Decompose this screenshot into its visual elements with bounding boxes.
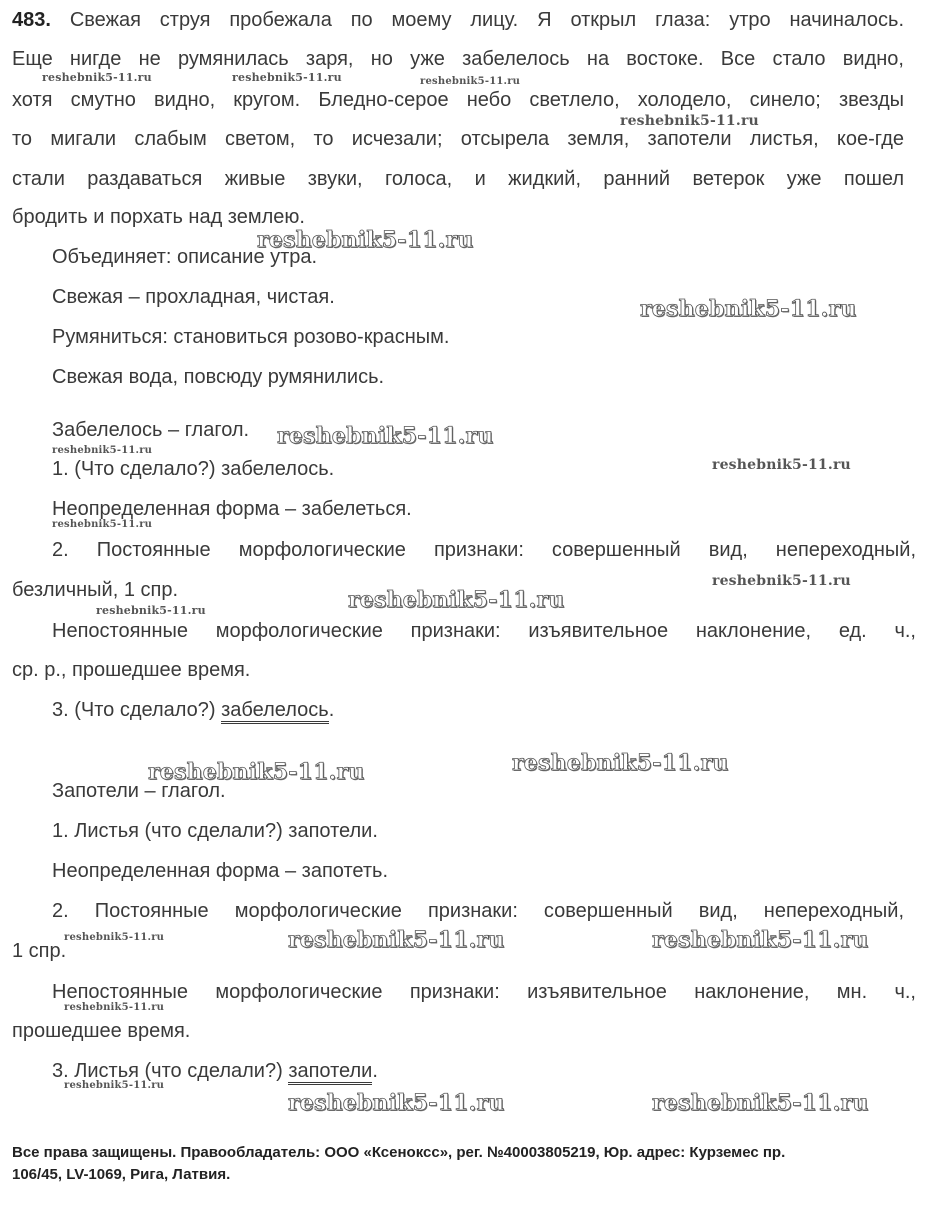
predicate-underline: забелелось [221, 699, 329, 724]
watermark: reshebnik5-11.ru [640, 296, 857, 322]
paragraph-line-1: 483. Свежая струя пробежала по моему лицу. Я открыл глаза: утро начиналось. [12, 9, 904, 31]
analysis1-infinitive: Неопределенная форма – забелеться. [52, 498, 412, 520]
watermark: reshebnik5-11.ru [232, 71, 342, 84]
paragraph-line-6: бродить и порхать над землею. [12, 206, 305, 228]
paragraph-line-4: то мигали слабым светом, то исчезали; отсырела земля, запотели листья, кое-где [12, 128, 904, 150]
watermark: reshebnik5-11.ru [64, 1080, 165, 1091]
answer-unites: Объединяет: описание утра. [52, 246, 318, 268]
paragraph-line-5: стали раздаваться живые звуки, голоса, и жидкий, ранний ветерок уже пошел [12, 168, 904, 190]
watermark: reshebnik5-11.ru [652, 1090, 869, 1116]
watermark: reshebnik5-11.ru [52, 519, 153, 530]
watermark: reshebnik5-11.ru [288, 927, 505, 953]
analysis1-constant-2: безличный, 1 спр. [12, 579, 179, 601]
paragraph-line-2: Еще нигде не румянилась заря, но уже забелелось на востоке. Все стало видно, [12, 48, 904, 70]
watermark: reshebnik5-11.ru [257, 227, 474, 253]
watermark: reshebnik5-11.ru [277, 423, 494, 449]
analysis1-step1: 1. (Что сделало?) забелелось. [52, 458, 335, 480]
watermark: reshebnik5-11.ru [420, 76, 521, 87]
watermark: reshebnik5-11.ru [348, 587, 565, 613]
analysis1-heading: Забелелось – глагол. [52, 419, 250, 441]
watermark: reshebnik5-11.ru [148, 759, 365, 785]
watermark: reshebnik5-11.ru [288, 1090, 505, 1116]
analysis2-infinitive: Неопределенная форма – запотеть. [52, 860, 388, 882]
analysis2-step1: 1. Листья (что сделали?) запотели. [52, 820, 378, 842]
watermark: reshebnik5-11.ru [64, 1002, 165, 1013]
analysis2-constant-1: 2. Постоянные морфологические признаки: совершенный вид, непереходный, [52, 900, 904, 922]
watermark: reshebnik5-11.ru [52, 445, 153, 456]
watermark: reshebnik5-11.ru [712, 573, 851, 589]
analysis2-step3: 3. Листья (что сделали?) запотели. [52, 1059, 378, 1083]
watermark: reshebnik5-11.ru [512, 750, 729, 776]
analysis2-variable-2: прошедшее время. [12, 1020, 191, 1042]
exercise-number: 483. [12, 9, 51, 31]
paragraph-line-3: хотя смутно видно, кругом. Бледно-серое небо светлело, холодело, синело; звезды [12, 89, 904, 111]
watermark: reshebnik5-11.ru [96, 604, 206, 617]
watermark: reshebnik5-11.ru [42, 71, 152, 84]
watermark: reshebnik5-11.ru [652, 927, 869, 953]
analysis1-step3: 3. (Что сделало?) забелелось. [52, 698, 334, 722]
watermark: reshebnik5-11.ru [64, 932, 165, 943]
footer-line-2: 106/45, LV-1069, Рига, Латвия. [12, 1166, 231, 1183]
analysis2-heading: Запотели – глагол. [52, 780, 226, 802]
analysis2-constant-2: 1 спр. [12, 940, 67, 962]
watermark: reshebnik5-11.ru [620, 113, 759, 129]
answer-fresh: Свежая – прохладная, чистая. [52, 286, 335, 308]
footer-line-1: Все права защищены. Правообладатель: ООО «Ксеноксс», рег. №40003805219, Юр. адрес: Курземес пр. [12, 1144, 786, 1161]
analysis1-variable-1: Непостоянные морфологические признаки: изъявительное наклонение, ед. ч., [52, 620, 916, 642]
answer-redden: Румяниться: становиться розово-красным. [52, 326, 450, 348]
answer-examples: Свежая вода, повсюду румянились. [52, 366, 385, 388]
watermark: reshebnik5-11.ru [712, 457, 851, 473]
predicate-underline: запотели [288, 1060, 372, 1085]
copyright-footer [12, 1142, 918, 1186]
analysis1-variable-2: ср. р., прошедшее время. [12, 659, 251, 681]
analysis1-constant-1: 2. Постоянные морфологические признаки: совершенный вид, непереходный, [52, 539, 916, 561]
analysis2-variable-1: Непостоянные морфологические признаки: изъявительное наклонение, мн. ч., [52, 981, 916, 1003]
